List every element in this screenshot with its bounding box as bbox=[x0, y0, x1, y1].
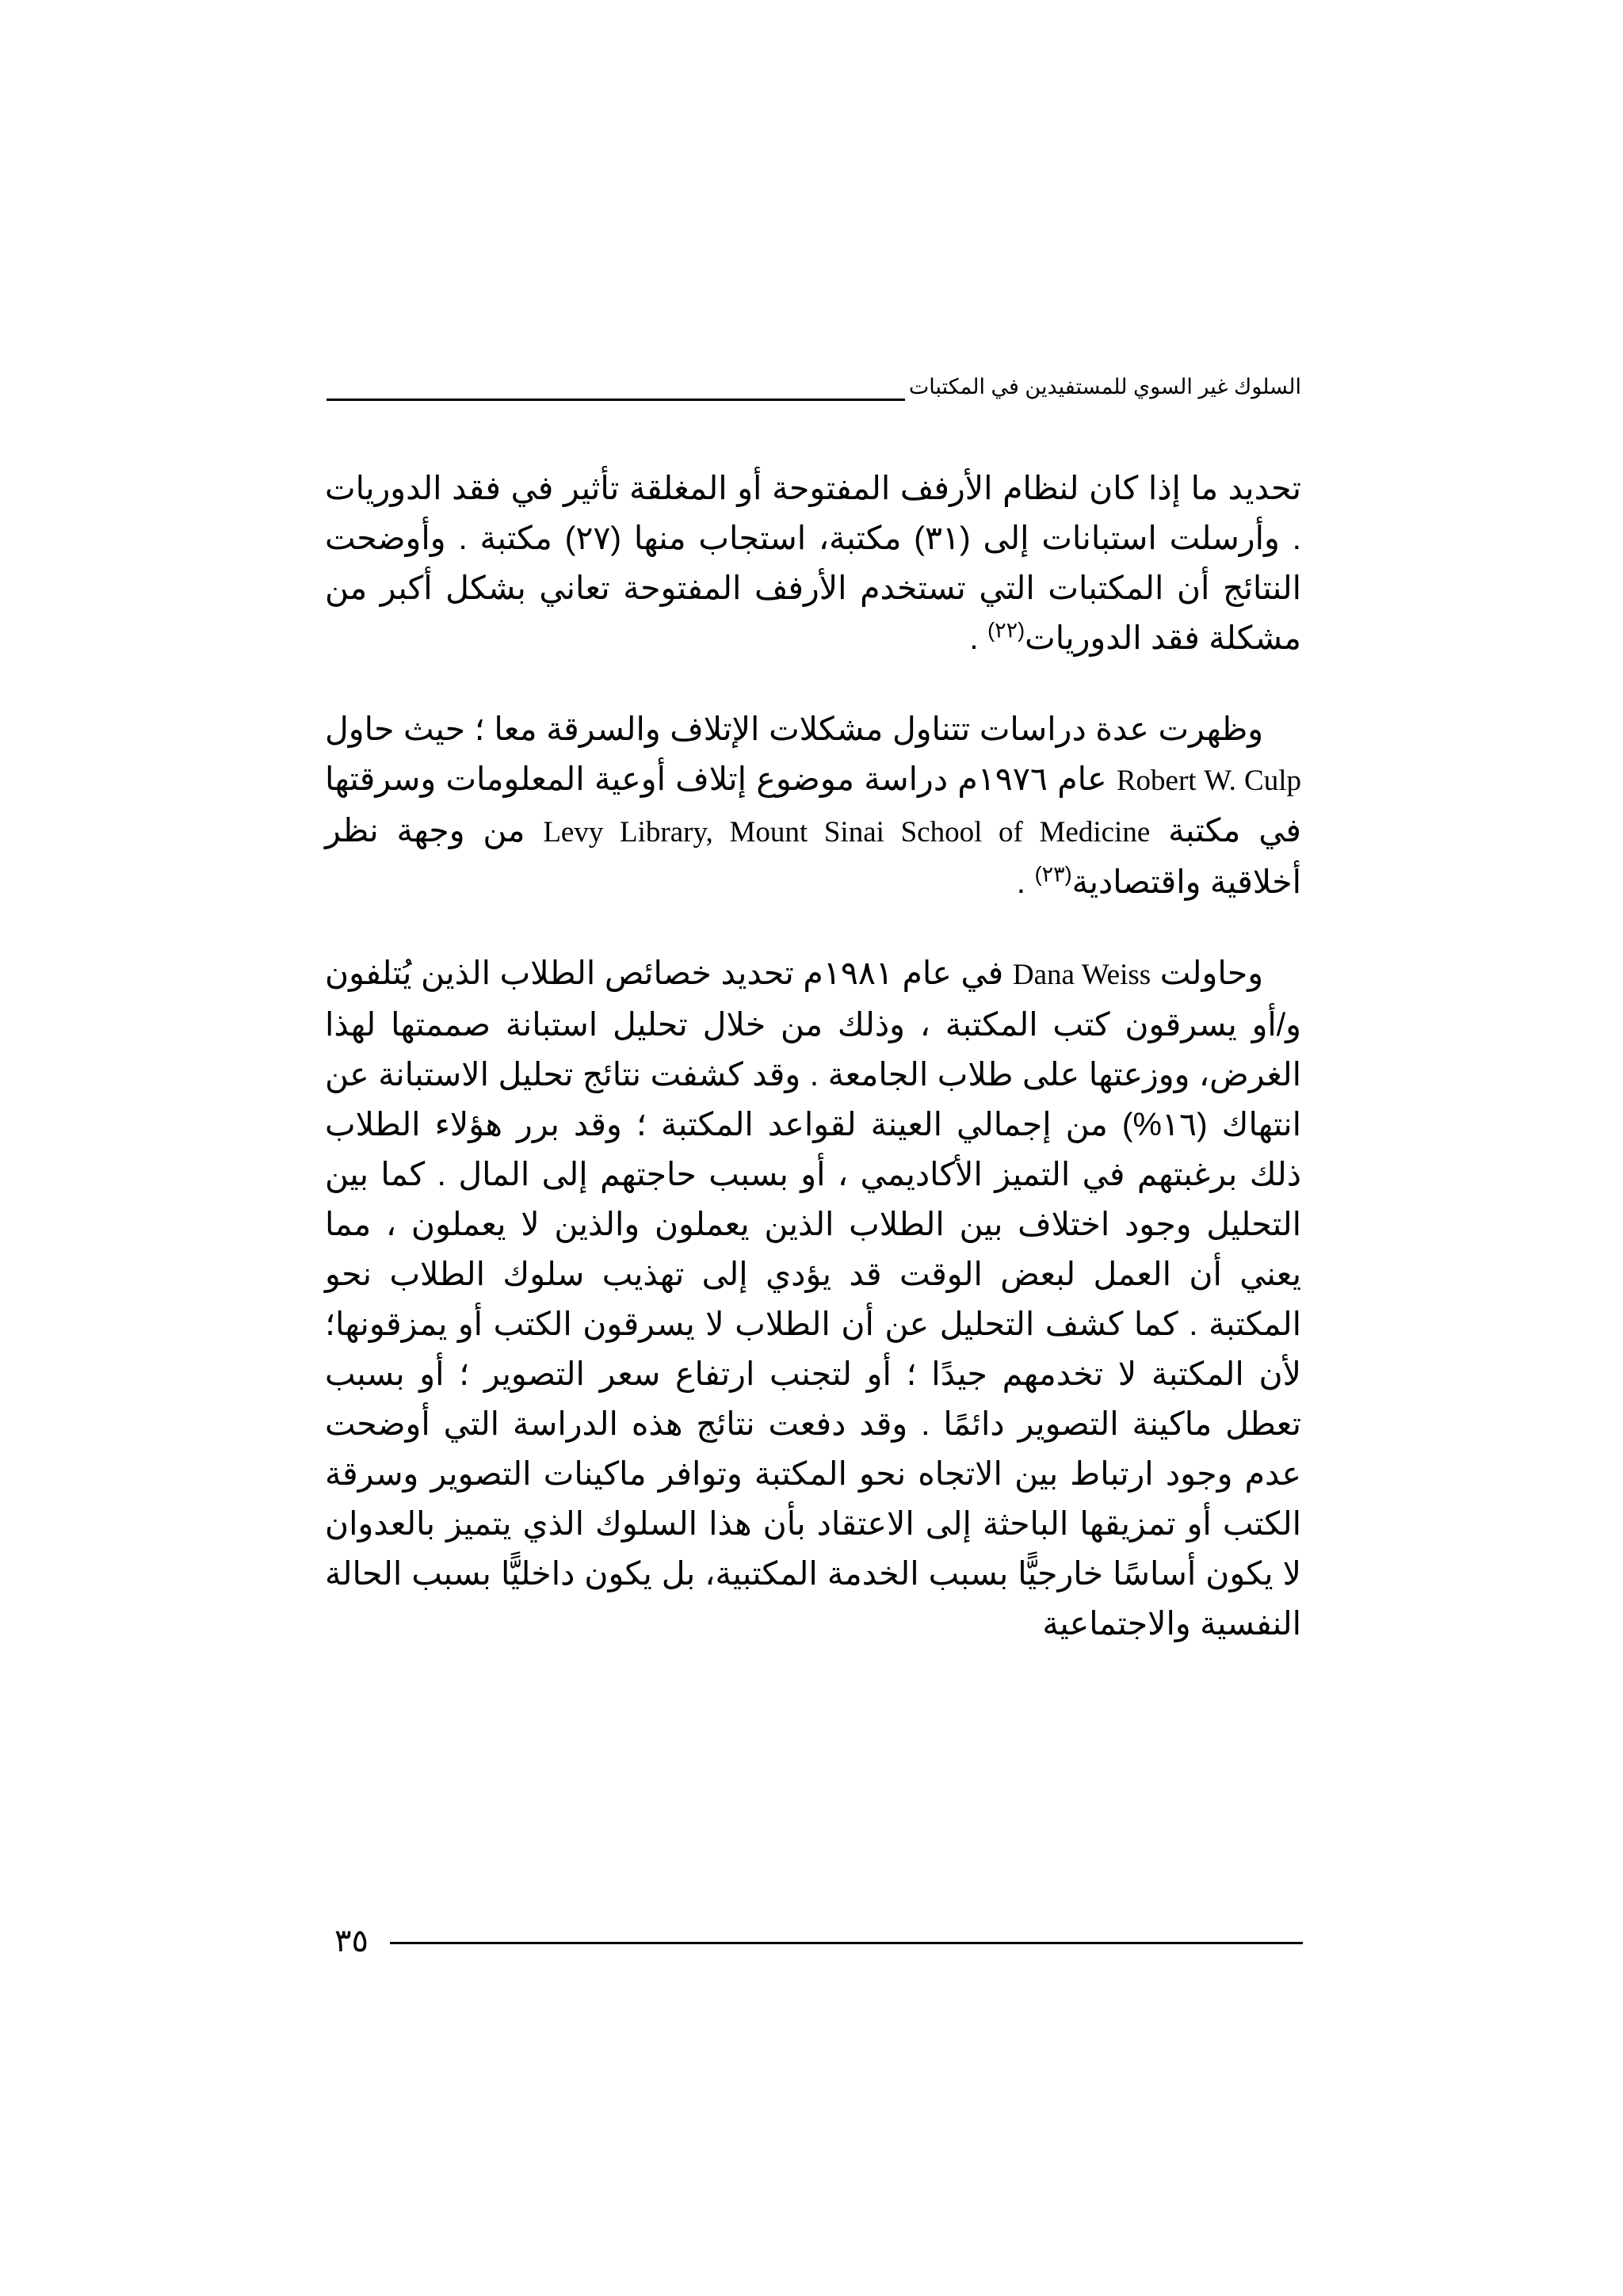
paragraph-3-text-b: في عام ١٩٨١م تحديد خصائص الطلاب الذين يُتلفون و/أو يسرقون كتب المكتبة ، وذلك من خلال تحليل استبانة صممتها لهذا الغرض، ووزعتها على طلاب الجامعة . وقد كشفت نتائج تحليل الاستبانة عن انتهاك (١٦%) من إجمالي العينة لقواعد المكتبة ؛ وقد برر هؤلاء الطلاب ذلك برغبتهم في التميز الأكاديمي ، أو بسبب حاجتهم إلى المال . كما بين التحليل وجود اختلاف بين الطلاب الذين يعملون والذين لا يعملون ، مما يعني أن العمل لبعض الوقت قد يؤدي إلى تهذيب سلوك الطلاب نحو المكتبة . كما كشف التحليل عن أن الطلاب لا يسرقون الكتب أو يمزقونها؛ لأن المكتبة لا تخدمهم جيدًا ؛ أو لتجنب ارتفاع سعر التصوير ؛ أو بسبب تعطل ماكينة التصوير دائمًا . وقد دفعت نتائج هذه الدراسة التي أوضحت عدم وجود ارتباط بين الاتجاه نحو المكتبة وتوافر ماكينات التصوير وسرقة الكتب أو تمزيقها الباحثة إلى الاعتقاد بأن هذا السلوك الذي يتميز بالعدوان لا يكون أساسًا خارجيًّا بسبب الخدمة المكتبية، بل يكون داخليًّا بسبب الحالة النفسية والاجتماعية bbox=[325, 955, 1302, 1642]
paragraph-2-text-c: من وجهة نظر أخلاقية واقتصادية bbox=[325, 812, 1301, 900]
running-header-title: السلوك غير السوي للمستفيدين في المكتبات bbox=[908, 375, 1301, 399]
paragraph-2-end: . bbox=[1016, 864, 1035, 900]
paragraph-2-text-a: وظهرت عدة دراسات تتناول مشكلات الإتلاف والسرقة معا ؛ حيث حاول bbox=[325, 711, 1263, 747]
footnote-ref-23: (٢٣) bbox=[1034, 862, 1072, 887]
running-header bbox=[327, 372, 1301, 404]
paragraph-3-text-a: وحاولت bbox=[1151, 955, 1263, 991]
footnote-ref-22: (٢٢) bbox=[987, 618, 1025, 643]
author-name-weiss: Dana Weiss bbox=[1012, 959, 1151, 991]
page-footer bbox=[327, 1921, 1303, 1961]
paragraph-1-end: . bbox=[969, 620, 988, 656]
author-name-culp: Robert W. Culp bbox=[1116, 765, 1301, 797]
library-name: Levy Library, Mount Sinai School of Medicine bbox=[543, 816, 1151, 849]
footer-rule bbox=[390, 1942, 1303, 1944]
header-rule bbox=[327, 399, 905, 401]
body-text bbox=[325, 463, 1301, 1690]
paragraph-2-text-b: عام ١٩٧٦م دراسة موضوع إتلاف أوعية المعلومات وسرقتها في مكتبة bbox=[325, 761, 1301, 849]
paragraph-3 bbox=[325, 948, 1301, 1649]
paragraph-1 bbox=[325, 463, 1301, 663]
paragraph-1-text: تحديد ما إذا كان لنظام الأرفف المفتوحة أو المغلقة تأثير في فقد الدوريات . وأرسلت استبانات إلى (٣١) مكتبة، استجاب منها (٢٧) مكتبة . وأوضحت النتائج أن المكتبات التي تستخدم الأرفف المفتوحة تعاني بشكل أكبر من مشكلة فقد الدوريات bbox=[325, 470, 1302, 656]
page-number: ٣٥ bbox=[334, 1924, 369, 1958]
paragraph-2 bbox=[325, 704, 1301, 907]
